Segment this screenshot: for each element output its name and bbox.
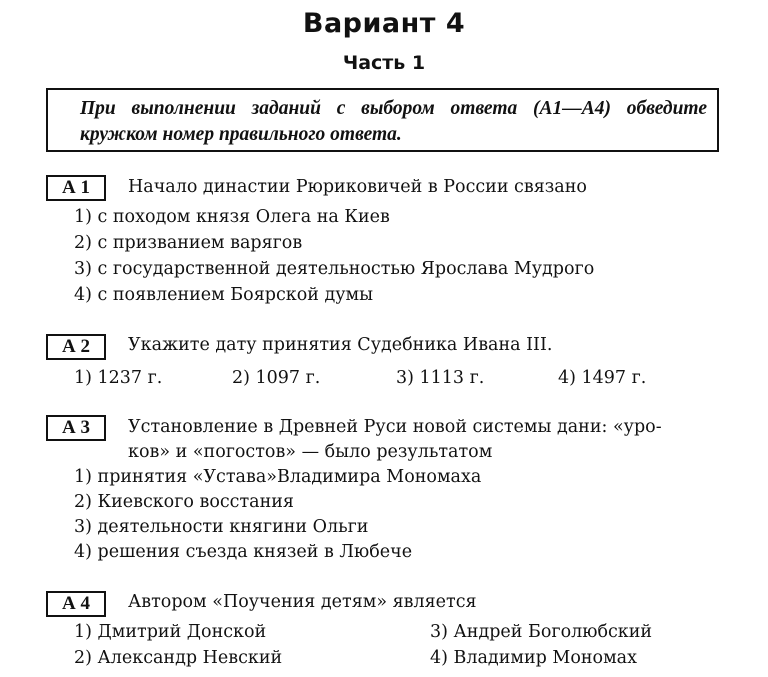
instruction-box: При выполнении заданий с выбором ответа (А1—А4) обведите кружком номер правильного ответа. <box>46 88 719 152</box>
task-a2-option-3: 3) 1113 г. <box>396 368 485 388</box>
task-a1-option-3: 3) с государственной деятельностью Ярослава Мудрого <box>74 259 595 279</box>
task-label-a1: А 1 <box>46 175 106 201</box>
task-a3-option-4: 4) решения съезда князей в Любече <box>74 542 413 562</box>
task-a1-option-1: 1) с походом князя Олега на Киев <box>74 207 390 227</box>
task-a3-option-1: 1) принятия «Устава»Владимира Мономаха <box>74 467 482 487</box>
task-a3-question-line-1: Установление в Древней Руси новой системы дани: «уро- <box>128 417 662 437</box>
task-a2-question: Укажите дату принятия Судебника Ивана III. <box>128 335 553 355</box>
task-a1-question: Начало династии Рюриковичей в России связано <box>128 177 587 197</box>
variant-title: Вариант 4 <box>302 8 466 39</box>
task-a1-option-2: 2) с призванием варягов <box>74 233 303 253</box>
task-a1-option-4: 4) с появлением Боярской думы <box>74 285 374 305</box>
task-a3-option-2: 2) Киевского восстания <box>74 492 294 512</box>
task-a2-option-4: 4) 1497 г. <box>558 368 647 388</box>
task-a2-option-1: 1) 1237 г. <box>74 368 163 388</box>
task-label-a2: А 2 <box>46 334 106 360</box>
task-a3-option-3: 3) деятельности княгини Ольги <box>74 517 369 537</box>
task-label-a3: А 3 <box>46 415 106 441</box>
task-a2-option-2: 2) 1097 г. <box>232 368 321 388</box>
task-label-a4: А 4 <box>46 591 106 617</box>
task-a4-option-2: 2) Александр Невский <box>74 648 283 668</box>
task-a4-option-1: 1) Дмитрий Донской <box>74 622 267 642</box>
task-a4-question: Автором «Поучения детям» является <box>128 592 477 612</box>
task-a4-option-4: 4) Владимир Мономах <box>430 648 637 668</box>
part-title: Часть 1 <box>342 52 426 74</box>
task-a3-question-line-2: ков» и «погостов» — было результатом <box>128 442 493 462</box>
task-a4-option-3: 3) Андрей Боголюбский <box>430 622 653 642</box>
